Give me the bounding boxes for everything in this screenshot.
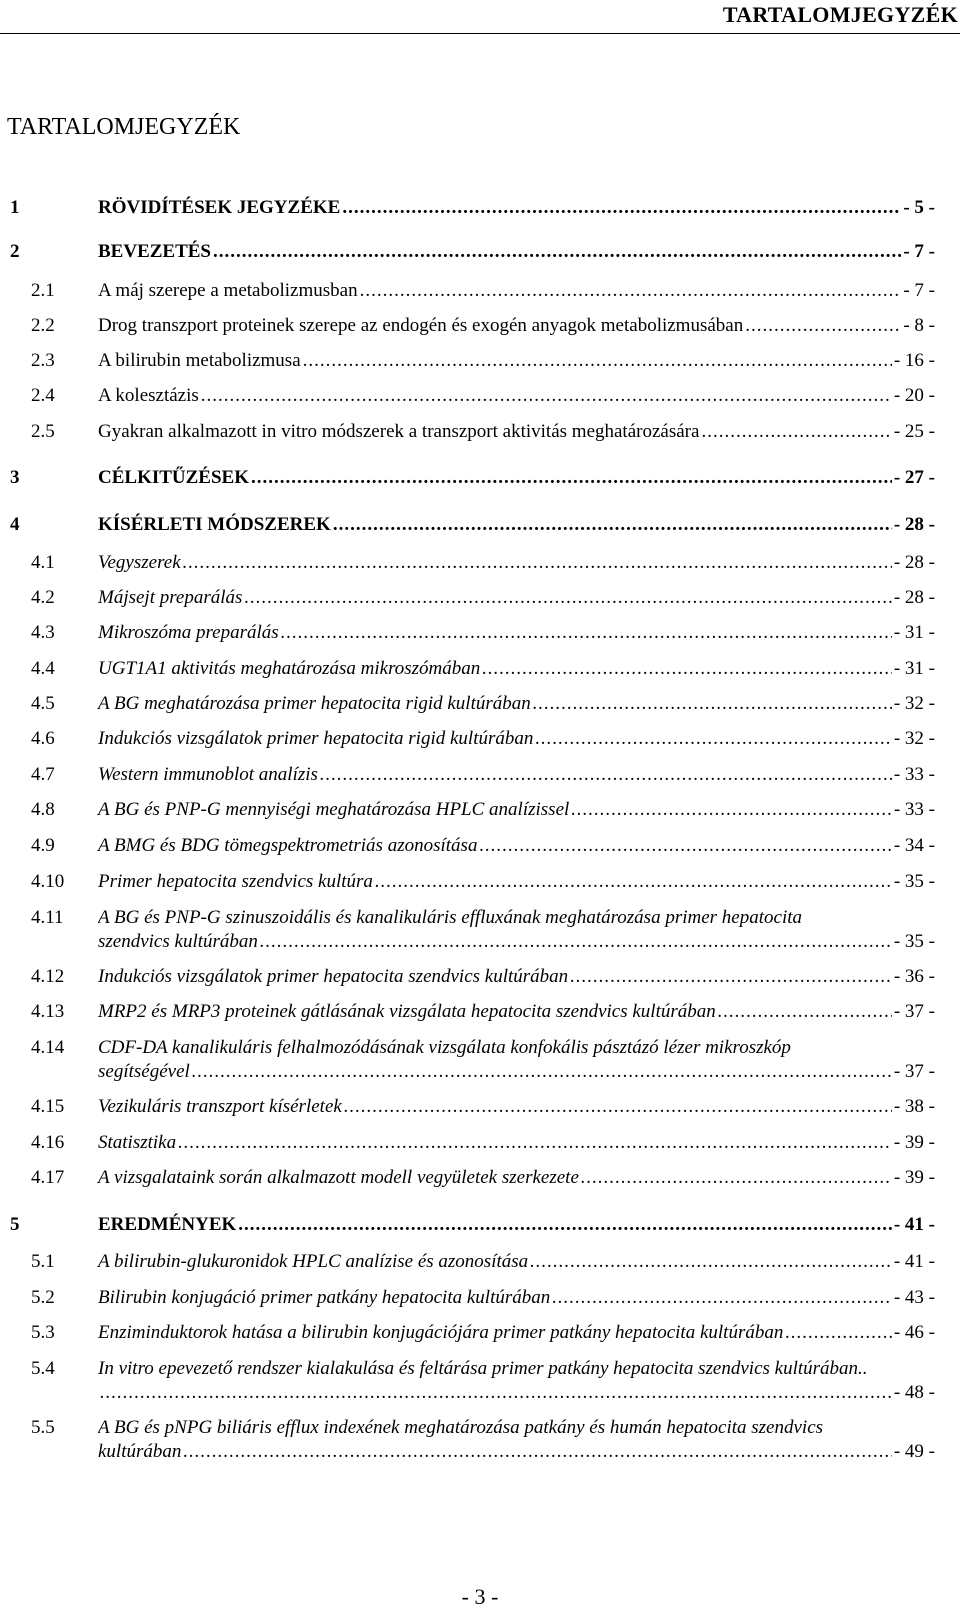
- toc-entry-page: - 48 -: [893, 1382, 935, 1403]
- toc-entry-page: - 27 -: [893, 467, 935, 488]
- toc-entry-body: [98, 1166, 935, 1190]
- toc-entry-line: [98, 727, 935, 751]
- page-number: - 3 -: [461, 1584, 499, 1609]
- dot-leader: [260, 930, 892, 954]
- toc-entry-page: - 7 -: [903, 280, 935, 301]
- toc-entry-number: 4.4: [31, 658, 55, 679]
- toc-entry-page: - 34 -: [893, 835, 935, 856]
- toc-entry-title: Gyakran alkalmazott in vitro módszerek a transzport aktivitás meghatározására: [98, 421, 700, 442]
- toc-entry-body: [98, 551, 935, 575]
- toc-entry-number: 4.15: [31, 1096, 65, 1117]
- toc-entry-line: [98, 466, 935, 490]
- toc-entry-page: - 32 -: [893, 693, 935, 714]
- toc-entry-body: [98, 1357, 935, 1405]
- toc-entry-title-line: A BG és pNPG biliáris efflux indexének meghatározása patkány és humán hepatocita szendvics: [98, 1417, 824, 1438]
- dot-leader: [530, 1250, 892, 1274]
- toc-entry-line: [98, 384, 935, 408]
- toc-entry-number: 4.1: [31, 552, 55, 573]
- toc-entry-page: - 5 -: [903, 197, 935, 218]
- toc-entry-title: A BG és PNP-G mennyiségi meghatározása HPLC analízissel: [98, 799, 570, 820]
- dot-leader: [178, 1131, 892, 1155]
- toc-entry-line: [98, 1381, 935, 1405]
- toc-entry-line: [98, 196, 935, 220]
- toc-entry-page: - 35 -: [893, 871, 935, 892]
- toc-entry-number: 5.1: [31, 1251, 55, 1272]
- toc-entry-number: 4.12: [31, 966, 65, 987]
- dot-leader: [718, 1000, 892, 1024]
- dot-leader: [201, 384, 892, 408]
- toc-entry-title: RÖVIDÍTÉSEK JEGYZÉKE: [98, 197, 341, 218]
- toc-entry-body: [98, 513, 935, 537]
- dot-leader: [533, 692, 892, 716]
- toc-entry-line: [98, 657, 935, 681]
- toc-entry-body: [98, 586, 935, 610]
- toc-entry-number: 5.2: [31, 1287, 55, 1308]
- toc-entry-title: A vizsgalataink során alkalmazott modell vegyületek szerkezete: [98, 1167, 579, 1188]
- toc-entry-page: - 28 -: [893, 552, 935, 573]
- toc-title: TARTALOMJEGYZÉK: [7, 114, 241, 140]
- toc-entry-line: [98, 586, 935, 610]
- toc-entry-body: [98, 349, 935, 373]
- toc-entry-body: [98, 314, 935, 338]
- toc-entry-body: [98, 621, 935, 645]
- header-rule: [0, 33, 960, 34]
- toc-entry-number: 5: [10, 1214, 20, 1235]
- toc-entry-body: [98, 906, 935, 954]
- toc-entry-title: KÍSÉRLETI MÓDSZEREK: [98, 514, 331, 535]
- toc-entry-number: 4.17: [31, 1167, 65, 1188]
- dot-leader: [183, 1440, 891, 1464]
- toc-entry-number: 3: [10, 467, 20, 488]
- dot-leader: [360, 279, 902, 303]
- toc-entry-page: - 16 -: [893, 350, 935, 371]
- toc-entry-title: EREDMÉNYEK: [98, 1214, 237, 1235]
- toc-entry-body: [98, 1321, 935, 1345]
- toc-entry-body: [98, 1131, 935, 1155]
- toc-entry-title-line: A BG és PNP-G szinuszoidális és kanalikuláris effluxának meghatározása primer hepatocita: [98, 907, 803, 928]
- toc-entry-page: - 25 -: [893, 421, 935, 442]
- toc-entry-number: 2.5: [31, 421, 55, 442]
- dot-leader: [571, 798, 892, 822]
- toc-entry-body: [98, 196, 935, 220]
- toc-entry-line: [98, 692, 935, 716]
- toc-entry-line: [98, 965, 935, 989]
- toc-entry-line: [98, 240, 935, 264]
- toc-entry-line: [98, 551, 935, 575]
- toc-entry-page: - 8 -: [903, 315, 935, 336]
- dot-leader: [482, 657, 892, 681]
- toc-entry-title: kultúrában: [98, 1441, 182, 1462]
- toc-entry-line: [98, 1095, 935, 1119]
- toc-entry-line: [98, 1250, 935, 1274]
- toc-entry-title: Bilirubin konjugáció primer patkány hepatocita kultúrában: [98, 1287, 551, 1308]
- toc-entry-body: [98, 1250, 935, 1274]
- toc-entry-title: CÉLKITŰZÉSEK: [98, 467, 249, 488]
- toc-entry-number: 4.10: [31, 871, 65, 892]
- toc-entry-title: Vezikuláris transzport kísérletek: [98, 1096, 342, 1117]
- toc-entry-page: - 33 -: [893, 799, 935, 820]
- toc-entry-body: [98, 692, 935, 716]
- toc-entry-title: UGT1A1 aktivitás meghatározása mikroszómában: [98, 658, 481, 679]
- toc-entry-title: Drog transzport proteinek szerepe az endogén és exogén anyagok metabolizmusában: [98, 315, 744, 336]
- toc-entry-title: A bilirubin metabolizmusa: [98, 350, 301, 371]
- toc-entry-number: 4.9: [31, 835, 55, 856]
- toc-entry-body: [98, 240, 935, 264]
- toc-entry-line: [98, 279, 935, 303]
- toc-entry-number: 4.13: [31, 1001, 65, 1022]
- dot-leader: [303, 349, 892, 373]
- dot-leader: [251, 466, 892, 490]
- toc-entry-number: 1: [10, 197, 20, 218]
- toc-entry-number: 4.6: [31, 728, 55, 749]
- toc-entry-line: [98, 314, 935, 338]
- toc-entry-title: A kolesztázis: [98, 385, 199, 406]
- toc-entry-title: Vegyszerek: [98, 552, 181, 573]
- toc-entry-title: Enziminduktorok hatása a bilirubin konjugációjára primer patkány hepatocita kultúrában: [98, 1322, 784, 1343]
- toc-entry-title: Primer hepatocita szendvics kultúra: [98, 871, 373, 892]
- toc-entry-body: [98, 420, 935, 444]
- dot-leader: [535, 727, 891, 751]
- toc-entry-line: [98, 930, 935, 954]
- dot-leader: [238, 1213, 892, 1237]
- toc-entry-body: [98, 466, 935, 490]
- toc-entry-title: szendvics kultúrában: [98, 931, 258, 952]
- toc-entry-number: 5.5: [31, 1417, 55, 1438]
- toc-entry-body: [98, 1416, 935, 1464]
- dot-leader: [785, 1321, 891, 1345]
- toc-entry-number: 2.2: [31, 315, 55, 336]
- dot-leader: [183, 551, 892, 575]
- toc-entry-page: - 31 -: [893, 622, 935, 643]
- toc-entry-number: 4.16: [31, 1132, 65, 1153]
- toc-entry-page: - 20 -: [893, 385, 935, 406]
- toc-entry-body: [98, 763, 935, 787]
- toc-entry-number: 2: [10, 241, 20, 262]
- toc-entry-line: [98, 1166, 935, 1190]
- toc-entry-title-line: In vitro epevezető rendszer kialakulása és feltárása primer patkány hepatocita szendvics kultúrában..: [98, 1358, 868, 1379]
- toc-entry-number: 4.7: [31, 764, 55, 785]
- toc-entry-number: 5.3: [31, 1322, 55, 1343]
- toc-entry-title: Statisztika: [98, 1132, 177, 1153]
- dot-leader: [745, 314, 901, 338]
- toc-entry-number: 4.11: [31, 907, 64, 928]
- toc-entry-line: [98, 349, 935, 373]
- toc-entry-title: Mikroszóma preparálás: [98, 622, 279, 643]
- toc-entry-body: [98, 965, 935, 989]
- dot-leader: [479, 834, 891, 858]
- toc-entry-line: [98, 763, 935, 787]
- dot-leader: [320, 763, 892, 787]
- toc-entry-line: [98, 1321, 935, 1345]
- toc-entry-page: - 37 -: [893, 1061, 935, 1082]
- toc-entry-page: - 38 -: [893, 1096, 935, 1117]
- dot-leader: [100, 1381, 892, 1405]
- toc-entry-body: [98, 1036, 935, 1084]
- toc-entry-number: 2.4: [31, 385, 55, 406]
- toc-entry-number: 4: [10, 514, 20, 535]
- toc-entry-body: [98, 834, 935, 858]
- dot-leader: [244, 586, 891, 610]
- toc-entry-page: - 41 -: [893, 1214, 935, 1235]
- toc-entry-title: MRP2 és MRP3 proteinek gátlásának vizsgálata hepatocita szendvics kultúrában: [98, 1001, 716, 1022]
- toc-entry-page: - 31 -: [893, 658, 935, 679]
- toc-entry-page: - 35 -: [893, 931, 935, 952]
- toc-entry-number: 4.8: [31, 799, 55, 820]
- toc-entry-line: [98, 834, 935, 858]
- dot-leader: [375, 870, 892, 894]
- toc-entry-number: 4.2: [31, 587, 55, 608]
- dot-leader: [581, 1166, 892, 1190]
- toc-entry-title: Indukciós vizsgálatok primer hepatocita rigid kultúrában: [98, 728, 534, 749]
- toc-entry-page: - 39 -: [893, 1132, 935, 1153]
- toc-entry-title: A máj szerepe a metabolizmusban: [98, 280, 358, 301]
- toc-entry-body: [98, 1095, 935, 1119]
- toc-entry-page: - 37 -: [893, 1001, 935, 1022]
- running-header: TARTALOMJEGYZÉK: [722, 2, 958, 27]
- toc-entry-line: [98, 1286, 935, 1310]
- toc-entry-number: 2.1: [31, 280, 55, 301]
- dot-leader: [342, 196, 901, 220]
- dot-leader: [192, 1060, 892, 1084]
- toc-entry-body: [98, 1000, 935, 1024]
- toc-entry-title: BEVEZETÉS: [98, 241, 211, 262]
- toc-entry-page: - 36 -: [893, 966, 935, 987]
- toc-entry-page: - 32 -: [893, 728, 935, 749]
- toc-entry-title: A BMG és BDG tömegspektrometriás azonosítása: [98, 835, 478, 856]
- dot-leader: [213, 240, 901, 264]
- toc-entry-title: segítségével: [98, 1061, 190, 1082]
- toc-entry-number: 2.3: [31, 350, 55, 371]
- toc-entry-page: - 49 -: [893, 1441, 935, 1462]
- toc-entry-page: - 28 -: [893, 514, 935, 535]
- toc-entry-title: Western immunoblot analízis: [98, 764, 318, 785]
- toc-entry-body: [98, 1286, 935, 1310]
- toc-entry-number: 4.5: [31, 693, 55, 714]
- toc-entry-number: 4.14: [31, 1037, 65, 1058]
- dot-leader: [281, 621, 892, 645]
- toc-entry-body: [98, 279, 935, 303]
- toc-entry-body: [98, 384, 935, 408]
- toc-entry-title-line: CDF-DA kanalikuláris felhalmozódásának vizsgálata konfokális pásztázó lézer mikroszkóp: [98, 1037, 791, 1058]
- toc-entry-title: Májsejt preparálás: [98, 587, 243, 608]
- toc-entry-line: [98, 621, 935, 645]
- toc-entry-line: [98, 1440, 935, 1464]
- toc-entry-number: 4.3: [31, 622, 55, 643]
- toc-entry-body: [98, 798, 935, 822]
- toc-entry-line: [98, 1213, 935, 1237]
- dot-leader: [333, 513, 892, 537]
- toc-entry-page: - 28 -: [893, 587, 935, 608]
- toc-entry-page: - 7 -: [903, 241, 935, 262]
- toc-entry-line: [98, 420, 935, 444]
- toc-entry-title: A BG meghatározása primer hepatocita rigid kultúrában: [98, 693, 531, 714]
- toc-entry-title: A bilirubin-glukuronidok HPLC analízise és azonosítása: [98, 1251, 529, 1272]
- toc-entry-page: - 41 -: [893, 1251, 935, 1272]
- toc-entry-title: Indukciós vizsgálatok primer hepatocita szendvics kultúrában: [98, 966, 569, 987]
- dot-leader: [701, 420, 891, 444]
- toc-entry-number: 5.4: [31, 1358, 55, 1379]
- toc-entry-line: [98, 1131, 935, 1155]
- toc-entry-body: [98, 1213, 935, 1237]
- dot-leader: [570, 965, 892, 989]
- toc-entry-body: [98, 657, 935, 681]
- dot-leader: [552, 1286, 892, 1310]
- toc-entry-page: - 33 -: [893, 764, 935, 785]
- toc-entry-line: [98, 1000, 935, 1024]
- toc-entry-line: [98, 513, 935, 537]
- toc-entry-body: [98, 870, 935, 894]
- toc-entry-page: - 43 -: [893, 1287, 935, 1308]
- toc-entry-line: [98, 1060, 935, 1084]
- toc-entry-page: - 46 -: [893, 1322, 935, 1343]
- dot-leader: [344, 1095, 892, 1119]
- toc-entry-line: [98, 798, 935, 822]
- toc-entry-page: - 39 -: [893, 1167, 935, 1188]
- toc-entry-line: [98, 870, 935, 894]
- toc-entry-body: [98, 727, 935, 751]
